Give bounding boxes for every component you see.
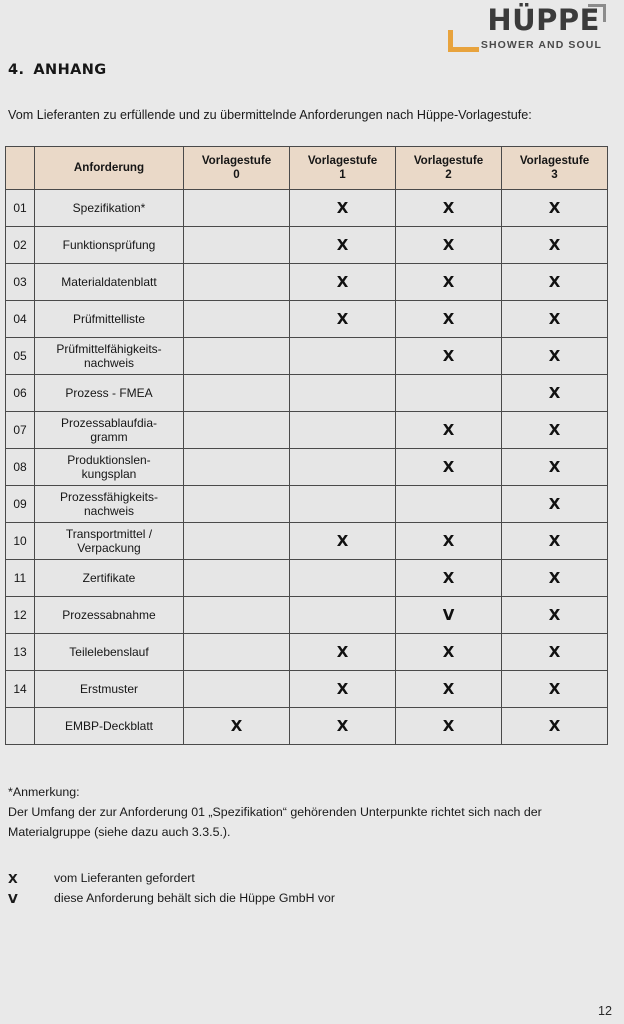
page-title xyxy=(8,62,107,78)
column-header-stage-2 xyxy=(396,147,502,190)
mark-cell-stage-1 xyxy=(290,190,396,227)
row-number-cell: 13 xyxy=(6,634,35,671)
stage-number: 2 xyxy=(445,168,452,181)
mark-x-icon: X xyxy=(548,310,561,328)
mark-cell-stage-2 xyxy=(396,190,502,227)
legend-description: diese Anforderung behält sich die Hüppe GmbH vor xyxy=(54,891,335,906)
table-row xyxy=(6,338,608,375)
column-header-requirement: Anforderung xyxy=(35,147,184,190)
table-header xyxy=(6,147,608,190)
mark-cell-stage-3 xyxy=(502,597,608,634)
mark-cell-stage-3 xyxy=(502,412,608,449)
mark-cell-stage-2 xyxy=(396,301,502,338)
mark-cell-stage-0 xyxy=(184,264,290,301)
mark-cell-stage-0 xyxy=(184,227,290,264)
mark-x-icon: X xyxy=(336,532,349,550)
mark-cell-stage-3 xyxy=(502,227,608,264)
stage-label: Vorlagestufe xyxy=(201,153,272,167)
table-row xyxy=(6,449,608,486)
column-header-stage-0 xyxy=(184,147,290,190)
column-header-stage-1 xyxy=(290,147,396,190)
mark-x-icon: X xyxy=(442,643,455,661)
mark-cell-stage-1 xyxy=(290,449,396,486)
requirement-name-cell: Prüfmittelfähigkeits- nachweis xyxy=(35,338,184,375)
mark-x-icon: X xyxy=(548,421,561,439)
mark-cell-stage-2 xyxy=(396,412,502,449)
mark-cell-stage-1 xyxy=(290,264,396,301)
mark-cell-stage-3 xyxy=(502,301,608,338)
footnote-line-3: Materialgruppe (siehe dazu auch 3.3.5.). xyxy=(8,825,231,840)
logo-wordmark: HÜPPE xyxy=(487,3,600,37)
table-row xyxy=(6,671,608,708)
mark-cell-stage-3 xyxy=(502,560,608,597)
mark-x-icon: X xyxy=(442,717,455,735)
requirement-name-cell: Teilelebenslauf xyxy=(35,634,184,671)
mark-x-icon: X xyxy=(548,532,561,550)
table-row xyxy=(6,634,608,671)
stage-number: 0 xyxy=(233,168,240,181)
mark-x-icon: X xyxy=(442,532,455,550)
mark-cell-stage-0 xyxy=(184,190,290,227)
page-number: 12 xyxy=(597,1004,612,1018)
mark-cell-stage-3 xyxy=(502,264,608,301)
mark-cell-stage-1 xyxy=(290,338,396,375)
mark-x-icon: X xyxy=(548,717,561,735)
requirement-name-cell: EMBP-Deckblatt xyxy=(35,708,184,745)
table-row xyxy=(6,523,608,560)
row-number-cell: 12 xyxy=(6,597,35,634)
requirement-name-cell: Zertifikate xyxy=(35,560,184,597)
mark-cell-stage-1 xyxy=(290,634,396,671)
stage-label: Vorlagestufe xyxy=(307,153,378,167)
mark-x-icon: X xyxy=(336,236,349,254)
section-number: 4. xyxy=(8,62,25,78)
mark-cell-stage-1 xyxy=(290,486,396,523)
requirement-name-cell: Spezifikation* xyxy=(35,190,184,227)
stage-number: 1 xyxy=(339,168,346,181)
mark-x-icon: X xyxy=(548,199,561,217)
mark-x-icon: X xyxy=(336,310,349,328)
mark-x-icon: X xyxy=(442,347,455,365)
legend-row xyxy=(8,869,608,889)
column-header-number xyxy=(6,147,35,190)
requirement-name-cell: Prozessfähigkeits- nachweis xyxy=(35,486,184,523)
row-number-cell: 07 xyxy=(6,412,35,449)
row-number-cell: 06 xyxy=(6,375,35,412)
mark-x-icon: X xyxy=(336,273,349,291)
table-row xyxy=(6,412,608,449)
mark-cell-stage-0 xyxy=(184,412,290,449)
table-row xyxy=(6,264,608,301)
mark-cell-stage-1 xyxy=(290,708,396,745)
mark-cell-stage-0 xyxy=(184,338,290,375)
table-row xyxy=(6,560,608,597)
intro-paragraph: Vom Lieferanten zu erfüllende und zu übermittelnde Anforderungen nach Hüppe-Vorlagestufe: xyxy=(8,108,532,122)
mark-cell-stage-1 xyxy=(290,523,396,560)
row-number-cell: 14 xyxy=(6,671,35,708)
mark-cell-stage-3 xyxy=(502,523,608,560)
mark-cell-stage-2 xyxy=(396,671,502,708)
row-number-cell: 09 xyxy=(6,486,35,523)
mark-x-icon: X xyxy=(442,421,455,439)
mark-cell-stage-1 xyxy=(290,597,396,634)
mark-cell-stage-0 xyxy=(184,523,290,560)
mark-cell-stage-1 xyxy=(290,227,396,264)
mark-x-icon: X xyxy=(442,236,455,254)
table-row xyxy=(6,375,608,412)
legend-symbol: X xyxy=(8,871,18,886)
logo-tagline: SHOWER AND SOUL xyxy=(480,39,602,51)
mark-cell-stage-0 xyxy=(184,301,290,338)
mark-cell-stage-0 xyxy=(184,375,290,412)
requirement-name-cell: Produktionslen- kungsplan xyxy=(35,449,184,486)
requirement-name-cell: Erstmuster xyxy=(35,671,184,708)
requirement-name-cell: Prozessablaufdia- gramm xyxy=(35,412,184,449)
section-title-text: ANHANG xyxy=(33,62,107,78)
requirement-name-cell: Prüfmittelliste xyxy=(35,301,184,338)
requirement-name-cell: Prozessabnahme xyxy=(35,597,184,634)
row-number-cell: 10 xyxy=(6,523,35,560)
stage-label: Vorlagestufe xyxy=(413,153,484,167)
logo-angle-icon xyxy=(448,30,479,52)
table-row xyxy=(6,486,608,523)
mark-cell-stage-3 xyxy=(502,708,608,745)
mark-cell-stage-1 xyxy=(290,560,396,597)
requirement-name-cell: Materialdatenblatt xyxy=(35,264,184,301)
mark-cell-stage-0 xyxy=(184,634,290,671)
row-number-cell: 03 xyxy=(6,264,35,301)
legend-row xyxy=(8,889,608,909)
mark-x-icon: X xyxy=(548,606,561,624)
mark-cell-stage-0 xyxy=(184,671,290,708)
mark-x-icon: X xyxy=(548,643,561,661)
mark-cell-stage-3 xyxy=(502,671,608,708)
requirement-name-cell: Prozess - FMEA xyxy=(35,375,184,412)
mark-x-icon: X xyxy=(442,458,455,476)
mark-cell-stage-2 xyxy=(396,338,502,375)
mark-cell-stage-2 xyxy=(396,597,502,634)
footnote-line-1: *Anmerkung: xyxy=(8,785,80,799)
table-header-row xyxy=(6,147,608,190)
mark-cell-stage-3 xyxy=(502,449,608,486)
requirement-name-cell: Transportmittel / Verpackung xyxy=(35,523,184,560)
mark-x-icon: X xyxy=(442,310,455,328)
requirement-name-cell: Funktionsprüfung xyxy=(35,227,184,264)
mark-cell-stage-3 xyxy=(502,486,608,523)
mark-cell-stage-2 xyxy=(396,634,502,671)
row-number-cell: 05 xyxy=(6,338,35,375)
mark-cell-stage-1 xyxy=(290,671,396,708)
table-row xyxy=(6,227,608,264)
mark-cell-stage-2 xyxy=(396,449,502,486)
huppe-logo xyxy=(446,4,606,56)
stage-label: Vorlagestufe xyxy=(519,153,590,167)
mark-cell-stage-2 xyxy=(396,375,502,412)
mark-x-icon: X xyxy=(548,384,561,402)
mark-x-icon: X xyxy=(336,717,349,735)
mark-x-icon: X xyxy=(442,680,455,698)
legend-symbol: V xyxy=(8,891,18,907)
legend xyxy=(8,869,608,910)
requirements-table xyxy=(5,146,608,745)
mark-cell-stage-0 xyxy=(184,708,290,745)
row-number-cell: 02 xyxy=(6,227,35,264)
mark-x-icon: X xyxy=(336,680,349,698)
legend-description: vom Lieferanten gefordert xyxy=(54,871,195,885)
mark-cell-stage-2 xyxy=(396,523,502,560)
mark-x-icon: X xyxy=(442,199,455,217)
mark-x-icon: X xyxy=(548,680,561,698)
footnote-line-2: Der Umfang der zur Anforderung 01 „Spezifikation“ gehörenden Unterpunkte richtet sich nach der xyxy=(8,805,542,820)
mark-cell-stage-2 xyxy=(396,560,502,597)
mark-cell-stage-0 xyxy=(184,560,290,597)
row-number-cell: 08 xyxy=(6,449,35,486)
mark-x-icon: X xyxy=(548,495,561,513)
mark-v-icon: V xyxy=(442,606,455,624)
mark-x-icon: X xyxy=(442,273,455,291)
mark-cell-stage-3 xyxy=(502,338,608,375)
row-number-cell: 01 xyxy=(6,190,35,227)
mark-x-icon: X xyxy=(548,273,561,291)
row-number-cell: 04 xyxy=(6,301,35,338)
mark-x-icon: X xyxy=(442,569,455,587)
stage-number: 3 xyxy=(551,168,558,181)
mark-cell-stage-3 xyxy=(502,190,608,227)
mark-x-icon: X xyxy=(230,717,243,735)
table-row xyxy=(6,190,608,227)
row-number-cell xyxy=(6,708,35,745)
mark-cell-stage-2 xyxy=(396,227,502,264)
mark-cell-stage-1 xyxy=(290,412,396,449)
row-number-cell: 11 xyxy=(6,560,35,597)
mark-x-icon: X xyxy=(336,199,349,217)
footnote xyxy=(8,782,616,842)
mark-cell-stage-1 xyxy=(290,301,396,338)
mark-cell-stage-3 xyxy=(502,375,608,412)
mark-x-icon: X xyxy=(548,569,561,587)
column-header-stage-3 xyxy=(502,147,608,190)
table-row xyxy=(6,597,608,634)
mark-x-icon: X xyxy=(336,643,349,661)
table-row xyxy=(6,301,608,338)
mark-cell-stage-0 xyxy=(184,597,290,634)
mark-x-icon: X xyxy=(548,347,561,365)
table-body xyxy=(6,190,608,745)
mark-cell-stage-2 xyxy=(396,264,502,301)
mark-x-icon: X xyxy=(548,236,561,254)
mark-cell-stage-2 xyxy=(396,486,502,523)
mark-cell-stage-2 xyxy=(396,708,502,745)
mark-cell-stage-0 xyxy=(184,449,290,486)
mark-cell-stage-0 xyxy=(184,486,290,523)
mark-cell-stage-1 xyxy=(290,375,396,412)
table-row xyxy=(6,708,608,745)
mark-cell-stage-3 xyxy=(502,634,608,671)
mark-x-icon: X xyxy=(548,458,561,476)
